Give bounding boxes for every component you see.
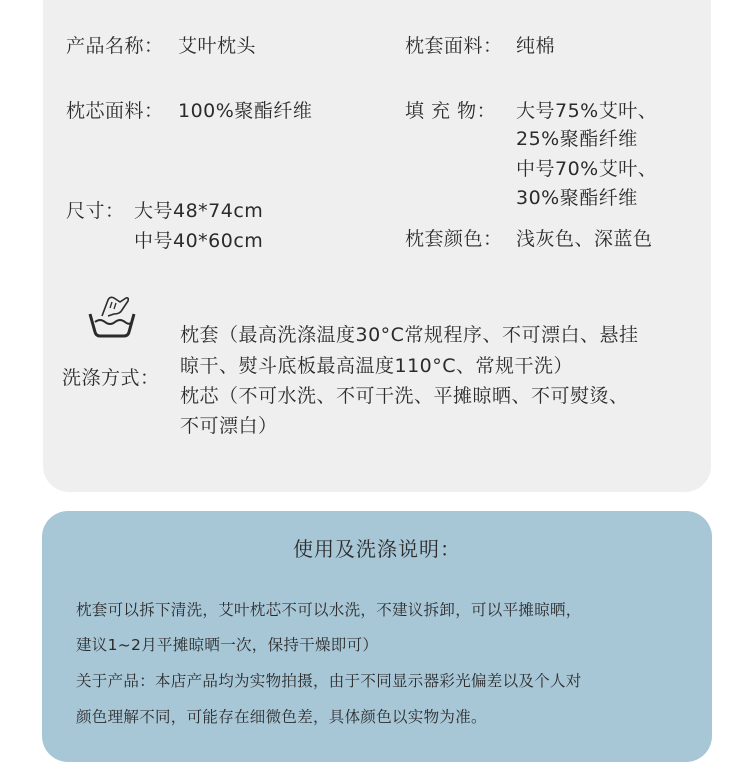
usage-instructions-card	[42, 511, 712, 762]
usage-line: 颜色理解不同，可能存在细微色差，具体颜色以实物为准。	[76, 708, 487, 726]
wash-line: 不可漂白）	[180, 415, 278, 437]
usage-title: 使用及洗涤说明：	[293, 537, 461, 561]
wash-line: 枕芯（不可水洗、不可干洗、平摊晾晒、不可熨烫、	[180, 385, 629, 407]
product-name-value: 艾叶枕头	[178, 35, 257, 57]
hand-wash-icon	[86, 292, 138, 340]
cover-color-label: 枕套颜色：	[405, 228, 503, 250]
core-fabric-value: 100%聚酯纤维	[178, 100, 313, 122]
usage-line: 建议1~2月平摊晾晒一次，保持干燥即可）	[76, 636, 379, 654]
cover-fabric-label: 枕套面料：	[405, 35, 503, 57]
usage-line: 关于产品：本店产品均为实物拍摄，由于不同显示器彩光偏差以及个人对	[76, 672, 582, 690]
wash-line: 枕套（最高洗涤温度30°C常规程序、不可漂白、悬挂	[180, 324, 639, 346]
wash-line: 晾干、熨斗底板最高温度110°C、常规干洗）	[180, 355, 574, 377]
cover-color-value: 浅灰色、深蓝色	[516, 228, 653, 250]
product-name-label: 产品名称：	[66, 35, 164, 57]
usage-line: 枕套可以拆下清洗，艾叶枕芯不可以水洗，不建议拆卸，可以平摊晾晒，	[76, 601, 582, 619]
size-line: 中号40*60cm	[134, 230, 264, 252]
cover-fabric-value: 纯棉	[516, 35, 556, 57]
filling-line: 中号70%艾叶、	[516, 158, 658, 180]
filling-label: 填 充 物：	[405, 100, 497, 122]
filling-line: 25%聚酯纤维	[516, 128, 638, 150]
size-line: 大号48*74cm	[134, 200, 264, 222]
size-label: 尺寸：	[66, 200, 125, 222]
core-fabric-label: 枕芯面料：	[66, 100, 164, 122]
filling-line: 大号75%艾叶、	[516, 100, 658, 122]
wash-method-label: 洗涤方式：	[62, 367, 160, 389]
filling-line: 30%聚酯纤维	[516, 187, 638, 209]
